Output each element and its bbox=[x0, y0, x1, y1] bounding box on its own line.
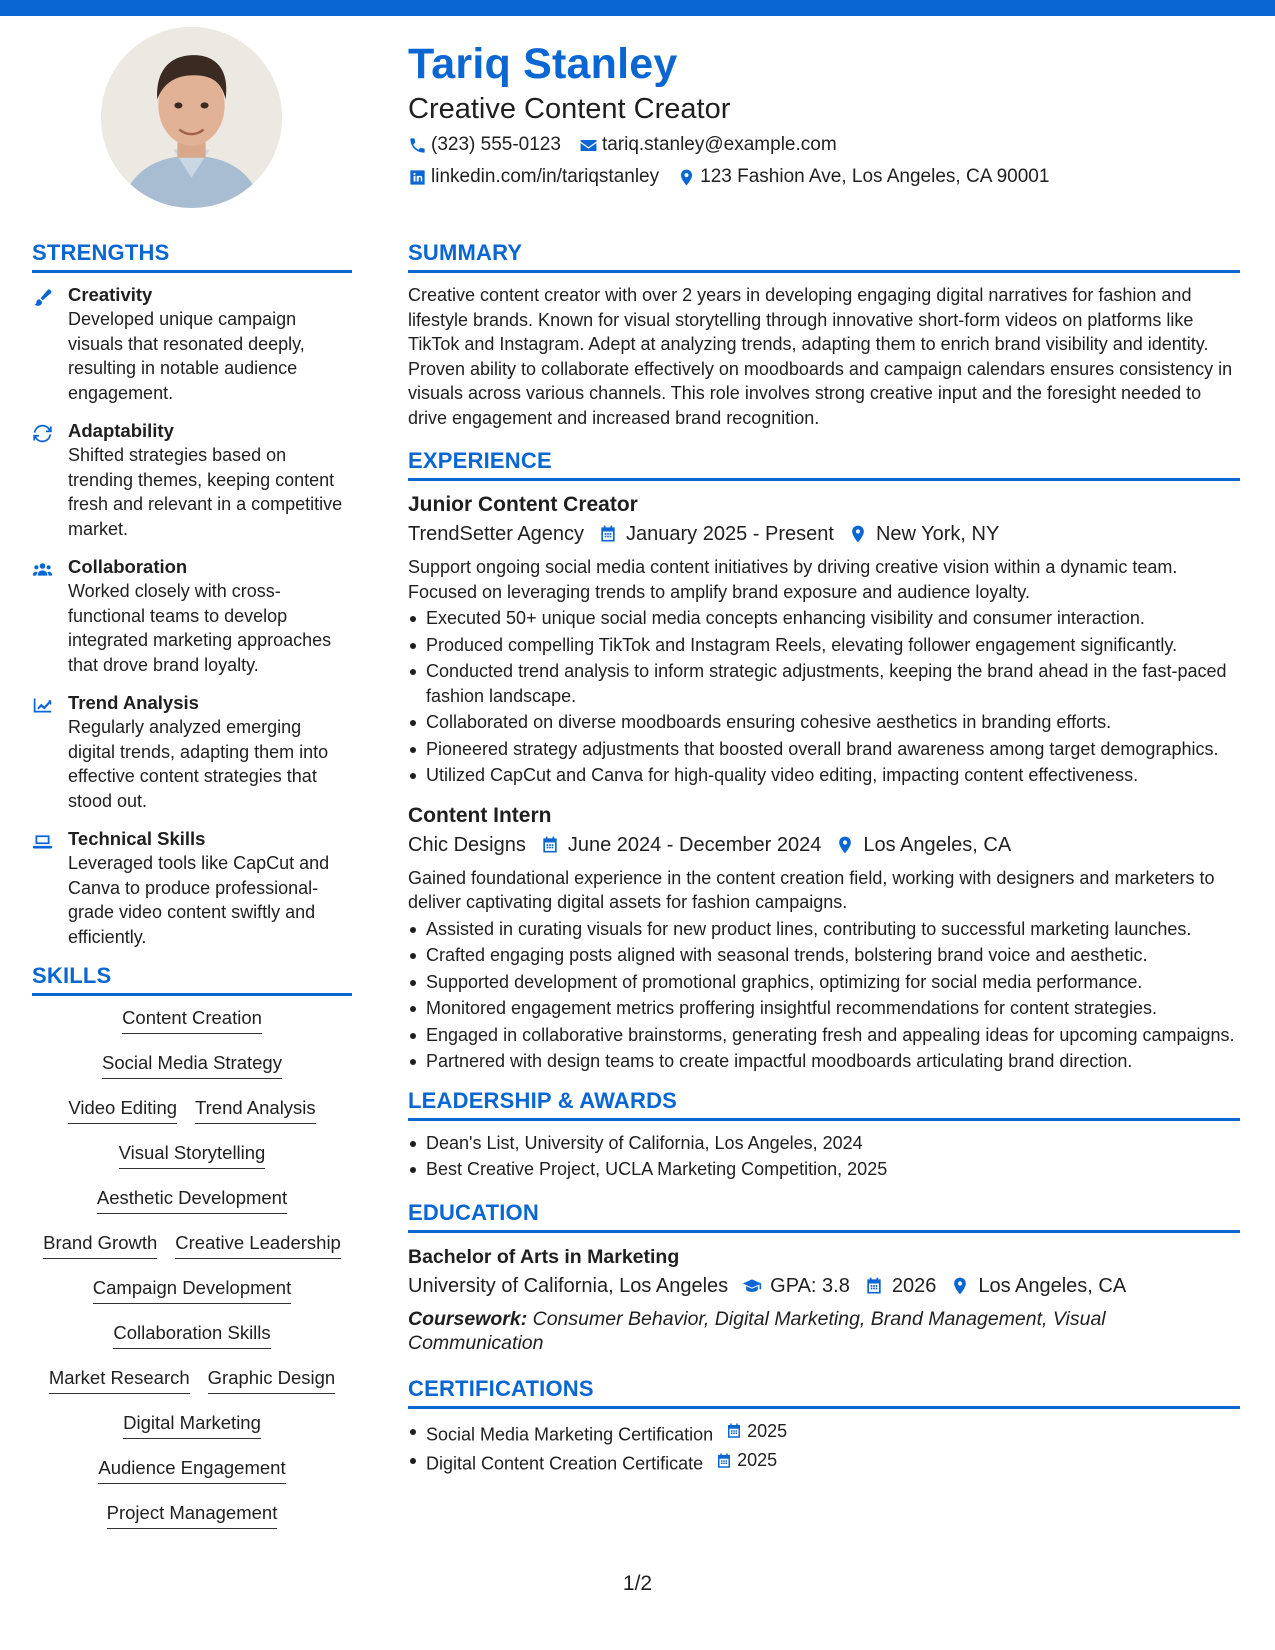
location-icon bbox=[950, 1276, 970, 1296]
skill-tag: Video Editing bbox=[68, 1096, 177, 1124]
calendar-icon bbox=[725, 1422, 743, 1440]
job-location bbox=[848, 519, 999, 549]
job-dates-text: January 2025 - Present bbox=[626, 523, 834, 545]
skill-row bbox=[32, 1186, 352, 1231]
job-bullet: Utilized CapCut and Canva for high-quality video editing, impacting content effectiveness. bbox=[408, 763, 1240, 788]
education-location-text: Los Angeles, CA bbox=[978, 1274, 1127, 1297]
certification-item bbox=[408, 1419, 1240, 1447]
skill-row bbox=[32, 1456, 352, 1501]
job-title: Junior Content Creator bbox=[408, 493, 638, 516]
phone-contact[interactable] bbox=[408, 134, 561, 156]
skill-tag: Social Media Strategy bbox=[102, 1051, 282, 1079]
strength-desc: Shifted strategies based on trending themes, keeping content fresh and relevant in a competitive market. bbox=[68, 445, 343, 539]
certification-date bbox=[715, 1448, 777, 1473]
skill-tag: Project Management bbox=[107, 1501, 278, 1529]
page-number: 1/2 bbox=[622, 1572, 653, 1595]
linkedin-icon bbox=[408, 168, 427, 187]
calendar-icon bbox=[864, 1276, 884, 1296]
job-bullet: Monitored engagement metrics proffering insightful recommendations for content strategies. bbox=[408, 996, 1240, 1021]
job-bullet: Crafted engaging posts aligned with seasonal trends, bolstering brand voice and aesthetic. bbox=[408, 943, 1240, 968]
job-dates bbox=[598, 519, 834, 549]
job-dates bbox=[540, 830, 822, 860]
left-column bbox=[32, 240, 352, 1546]
experience-list bbox=[408, 491, 1240, 1074]
job-meta bbox=[408, 830, 1240, 860]
laptop-icon bbox=[32, 831, 53, 852]
skill-row bbox=[32, 1141, 352, 1186]
education-year-text: 2026 bbox=[891, 1274, 937, 1297]
strength-title: Trend Analysis bbox=[68, 692, 199, 713]
calendar-icon bbox=[540, 835, 560, 855]
users-icon bbox=[32, 559, 53, 580]
job-bullet: Collaborated on diverse moodboards ensuring cohesive aesthetics in branding efforts. bbox=[408, 710, 1240, 735]
skills-heading: SKILLS bbox=[32, 963, 352, 996]
coursework-label: Coursework: bbox=[408, 1307, 528, 1330]
education-gpa-text: GPA: 3.8 bbox=[770, 1274, 850, 1297]
strength-icon-wrap bbox=[32, 827, 68, 949]
education-location bbox=[950, 1271, 1126, 1301]
strengths-heading: STRENGTHS bbox=[32, 240, 352, 273]
certifications-list bbox=[408, 1419, 1240, 1477]
email-text: tariq.stanley@example.com bbox=[601, 134, 837, 155]
job-description: Gained foundational experience in the content creation field, working with designers and marketers to deliver captivating digital assets for fashion campaigns. bbox=[408, 867, 1215, 912]
strength-desc: Worked closely with cross-functional teams to develop integrated marketing approaches that drove brand loyalty. bbox=[68, 581, 332, 675]
certifications-heading: CERTIFICATIONS bbox=[408, 1376, 1240, 1409]
strength-icon-wrap bbox=[32, 283, 68, 405]
education-coursework bbox=[408, 1307, 1240, 1356]
job-bullet: Assisted in curating visuals for new product lines, contributing to successful marketing launches. bbox=[408, 917, 1240, 942]
skill-tag: Graphic Design bbox=[208, 1366, 336, 1394]
skill-row bbox=[32, 1366, 352, 1411]
chart-line-icon bbox=[32, 695, 53, 716]
location-icon bbox=[848, 524, 868, 544]
job-company: TrendSetter Agency bbox=[408, 523, 585, 545]
strength-title: Adaptability bbox=[68, 420, 174, 441]
strength-icon-wrap bbox=[32, 419, 68, 541]
calendar-icon bbox=[598, 524, 618, 544]
certification-date bbox=[725, 1419, 787, 1444]
education-year bbox=[864, 1271, 937, 1301]
job-bullets bbox=[408, 917, 1240, 1074]
experience-heading: EXPERIENCE bbox=[408, 448, 1240, 481]
linkedin-contact[interactable] bbox=[408, 166, 659, 188]
strength-title: Creativity bbox=[68, 284, 153, 305]
job-bullets bbox=[408, 606, 1240, 788]
job-entry bbox=[408, 491, 1240, 788]
refresh-icon bbox=[32, 423, 53, 444]
awards-list bbox=[408, 1131, 1240, 1182]
contact-row-2 bbox=[408, 166, 1067, 188]
strength-body bbox=[68, 691, 352, 813]
award-item: Dean's List, University of California, Los Angeles, 2024 bbox=[408, 1131, 1240, 1156]
certification-year: 2025 bbox=[737, 1450, 778, 1471]
skill-row bbox=[32, 1321, 352, 1366]
certification-year: 2025 bbox=[747, 1420, 788, 1441]
job-bullet: Produced compelling TikTok and Instagram Reels, elevating follower engagement significantly. bbox=[408, 633, 1240, 658]
education-heading: EDUCATION bbox=[408, 1200, 1240, 1233]
skill-tag: Aesthetic Development bbox=[97, 1186, 287, 1214]
contact-row-1 bbox=[408, 134, 855, 156]
strength-title: Collaboration bbox=[68, 556, 188, 577]
certification-item bbox=[408, 1448, 1240, 1476]
calendar-icon bbox=[715, 1452, 733, 1470]
profile-photo-image bbox=[101, 27, 282, 208]
job-bullet: Engaged in collaborative brainstorms, generating fresh and appealing ideas for upcoming campaigns. bbox=[408, 1023, 1240, 1048]
skill-row bbox=[32, 1231, 352, 1276]
job-meta bbox=[408, 519, 1240, 549]
strength-body bbox=[68, 555, 352, 677]
address-text: 123 Fashion Ave, Los Angeles, CA 90001 bbox=[700, 166, 1050, 187]
candidate-role: Creative Content Creator bbox=[408, 93, 731, 125]
phone-icon bbox=[408, 136, 427, 155]
skill-tag: Digital Marketing bbox=[123, 1411, 261, 1439]
strength-desc: Leveraged tools like CapCut and Canva to produce professional-grade video content swiftly and efficiently. bbox=[68, 853, 330, 947]
education-gpa bbox=[742, 1271, 850, 1301]
coursework-text: Consumer Behavior, Digital Marketing, Brand Management, Visual Communication bbox=[408, 1307, 1106, 1354]
strength-body bbox=[68, 283, 352, 405]
education-school: University of California, Los Angeles bbox=[408, 1274, 729, 1297]
job-location bbox=[835, 830, 1011, 860]
location-icon bbox=[835, 835, 855, 855]
strength-desc: Regularly analyzed emerging digital trends, adapting them into effective content strategies that stood out. bbox=[68, 717, 329, 811]
awards-heading: LEADERSHIP & AWARDS bbox=[408, 1088, 1240, 1121]
candidate-name: Tariq Stanley bbox=[408, 40, 678, 88]
skill-tag: Brand Growth bbox=[43, 1231, 157, 1259]
job-bullet: Conducted trend analysis to inform strategic adjustments, keeping the brand ahead in the fast-paced fashion landscape. bbox=[408, 659, 1240, 708]
skill-tag: Market Research bbox=[49, 1366, 190, 1394]
skill-tag: Collaboration Skills bbox=[113, 1321, 270, 1349]
certification-name: Social Media Marketing Certification bbox=[426, 1423, 714, 1444]
job-bullet: Executed 50+ unique social media concepts enhancing visibility and consumer interaction. bbox=[408, 606, 1240, 631]
strength-body bbox=[68, 419, 352, 541]
strengths-list bbox=[32, 283, 352, 949]
strength-item bbox=[32, 283, 352, 405]
profile-photo bbox=[101, 27, 282, 208]
job-location-text: Los Angeles, CA bbox=[863, 833, 1012, 856]
job-title: Content Intern bbox=[408, 803, 552, 827]
job-bullet: Supported development of promotional graphics, optimizing for social media performance. bbox=[408, 970, 1240, 995]
job-entry bbox=[408, 802, 1240, 1074]
skill-tag: Audience Engagement bbox=[98, 1456, 285, 1484]
strength-icon-wrap bbox=[32, 555, 68, 677]
skills-list bbox=[32, 1006, 352, 1546]
strength-icon-wrap bbox=[32, 691, 68, 813]
skill-row bbox=[32, 1501, 352, 1546]
job-location-text: New York, NY bbox=[875, 523, 1000, 545]
phone-text: (323) 555-0123 bbox=[431, 134, 561, 155]
skill-tag: Visual Storytelling bbox=[119, 1141, 266, 1169]
strength-title: Technical Skills bbox=[68, 828, 206, 849]
job-bullet: Pioneered strategy adjustments that boosted overall brand awareness among target demographics. bbox=[408, 737, 1240, 762]
email-icon bbox=[579, 136, 598, 155]
skill-row bbox=[32, 1006, 352, 1051]
graduation-cap-icon bbox=[742, 1276, 762, 1296]
top-accent-bar bbox=[0, 0, 1275, 16]
job-description: Support ongoing social media content initiatives by driving creative vision within a dynamic team. Focused on leveraging trends to amplify brand exposure and audience loyalty. bbox=[408, 557, 1178, 602]
brush-icon bbox=[32, 287, 53, 308]
skill-tag: Campaign Development bbox=[93, 1276, 291, 1304]
education-degree: Bachelor of Arts in Marketing bbox=[408, 1245, 680, 1268]
job-bullet: Partnered with design teams to create impactful moodboards articulating brand direction. bbox=[408, 1049, 1240, 1074]
skill-tag: Trend Analysis bbox=[195, 1096, 316, 1124]
strength-body bbox=[68, 827, 352, 949]
skill-row bbox=[32, 1411, 352, 1456]
job-company: Chic Designs bbox=[408, 833, 526, 856]
skill-row bbox=[32, 1051, 352, 1096]
address-contact bbox=[677, 166, 1049, 188]
location-icon bbox=[677, 168, 696, 187]
certification-name: Digital Content Creation Certificate bbox=[426, 1453, 704, 1474]
education-meta bbox=[408, 1271, 1240, 1301]
award-item: Best Creative Project, UCLA Marketing Competition, 2025 bbox=[408, 1157, 1240, 1182]
skill-tag: Content Creation bbox=[122, 1006, 262, 1034]
skill-row bbox=[32, 1096, 352, 1141]
linkedin-text: linkedin.com/in/tariqstanley bbox=[431, 166, 660, 187]
email-contact[interactable] bbox=[579, 134, 837, 156]
skill-tag: Creative Leadership bbox=[175, 1231, 341, 1259]
strength-desc: Developed unique campaign visuals that resonated deeply, resulting in notable audience engagement. bbox=[68, 309, 305, 403]
strength-item bbox=[32, 691, 352, 813]
strength-item bbox=[32, 827, 352, 949]
strength-item bbox=[32, 555, 352, 677]
summary-heading: SUMMARY bbox=[408, 240, 1240, 273]
summary-text: Creative content creator with over 2 years in developing engaging digital narratives for fashion and lifestyle brands. Known for visual storytelling through innovative short-form videos on platforms like TikTok and Instagram. Adept at analyzing trends, adapting them to enrich brand visibility and identity. Proven ability to collaborate effectively on moodboards and campaign calendars ensures consistency in visuals across various channels. This role involves strong creative input and the foresight needed to drive engagement and increased brand recognition. bbox=[408, 285, 1233, 428]
job-dates-text: June 2024 - December 2024 bbox=[567, 833, 822, 856]
strength-item bbox=[32, 419, 352, 541]
right-column bbox=[408, 240, 1240, 1490]
skill-row bbox=[32, 1276, 352, 1321]
